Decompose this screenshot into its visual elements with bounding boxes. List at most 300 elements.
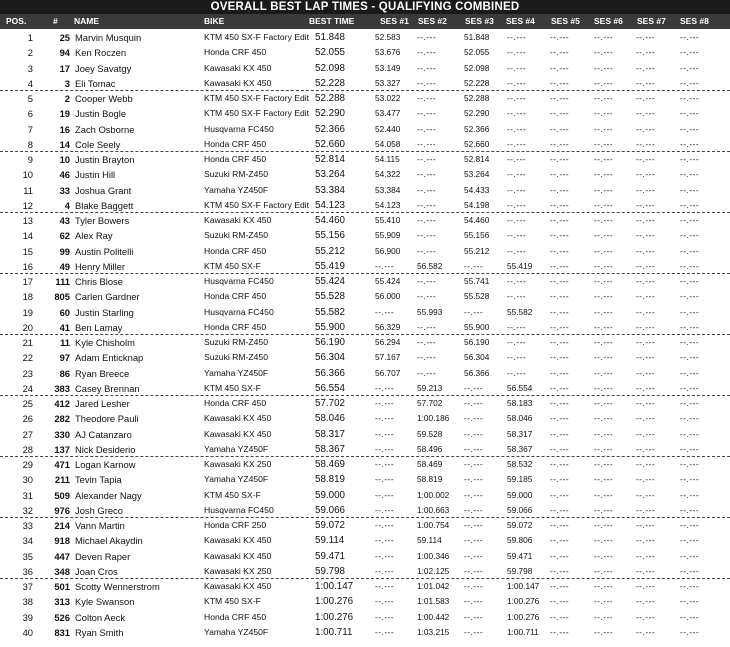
session-8-cell: --.--- (680, 306, 700, 317)
position-cell: 33 (22, 520, 33, 531)
rider-name-cell: AJ Catanzaro (75, 428, 132, 440)
rider-number-cell: 526 (54, 611, 70, 623)
session-6-cell: --.--- (594, 428, 614, 439)
table-row (0, 167, 730, 182)
session-5-cell: --.--- (550, 352, 570, 363)
best-time-cell: 1:00.711 (315, 626, 353, 638)
bike-cell: Honda CRF 450 (204, 398, 267, 408)
session-2-cell: --.--- (417, 169, 437, 180)
session-7-cell: --.--- (636, 215, 656, 225)
session-1-cell: 56.000 (375, 291, 401, 302)
column-header-name: NAME (74, 16, 100, 26)
session-3-cell: --.--- (464, 306, 484, 317)
session-8-cell: --.--- (680, 535, 700, 546)
position-cell: 29 (22, 459, 33, 470)
session-5-cell: --.--- (550, 215, 570, 225)
session-1-cell: --.--- (375, 474, 395, 485)
rider-number-cell: 94 (59, 47, 70, 59)
session-6-cell: --.--- (594, 337, 614, 347)
session-2-cell: --.--- (417, 352, 437, 363)
session-4-cell: --.--- (507, 184, 527, 195)
rider-number-cell: 17 (59, 62, 70, 74)
bike-cell: Suzuki RM-Z450 (204, 230, 268, 241)
session-8-cell: --.--- (680, 230, 700, 241)
rider-number-cell: 412 (54, 398, 70, 409)
session-2-cell: --.--- (417, 77, 437, 88)
session-8-cell: --.--- (680, 32, 700, 42)
session-8-cell: --.--- (680, 352, 700, 363)
best-time-cell: 56.304 (315, 352, 345, 364)
session-2-cell: 1:01.583 (417, 596, 450, 607)
session-1-cell: 52.440 (375, 123, 401, 134)
table-row (0, 106, 730, 121)
session-1-cell: --.--- (375, 260, 395, 271)
session-6-cell: --.--- (594, 245, 614, 256)
session-7-cell: --.--- (636, 138, 656, 149)
session-4-cell: --.--- (507, 367, 527, 378)
session-1-cell: --.--- (375, 504, 395, 515)
session-6-cell: --.--- (594, 169, 614, 180)
session-7-cell: --.--- (636, 47, 656, 58)
position-cell: 10 (22, 169, 33, 181)
session-6-cell: --.--- (594, 47, 614, 58)
bike-cell: Husqvarna FC450 (204, 504, 274, 515)
rider-number-cell: 330 (54, 428, 70, 440)
session-1-cell: --.--- (375, 489, 395, 500)
session-7-cell: --.--- (636, 291, 656, 302)
rider-name-cell: Joey Savatgy (75, 62, 132, 74)
best-time-cell: 51.848 (315, 32, 345, 43)
session-4-cell: 58.367 (507, 443, 533, 454)
session-1-cell: 53.022 (375, 93, 401, 103)
session-1-cell: 55.909 (375, 230, 401, 241)
session-5-cell: --.--- (550, 260, 570, 271)
session-8-cell: --.--- (680, 154, 700, 164)
column-header-ses-5: SES #5 (551, 16, 580, 26)
bike-cell: Husqvarna FC450 (204, 306, 274, 317)
best-time-cell: 56.366 (315, 367, 345, 379)
rider-name-cell: Blake Baggett (75, 199, 134, 211)
session-5-cell: --.--- (550, 321, 570, 332)
session-4-cell: --.--- (507, 77, 527, 88)
rider-name-cell: Jared Lesher (75, 398, 130, 409)
session-6-cell: --.--- (594, 504, 614, 515)
table-row (0, 381, 730, 396)
session-3-cell: 55.156 (464, 230, 490, 241)
rider-number-cell: 111 (55, 276, 70, 287)
rider-number-cell: 383 (54, 382, 70, 394)
session-6-cell: --.--- (594, 520, 614, 530)
session-3-cell: 56.190 (464, 337, 490, 347)
session-1-cell: --.--- (375, 428, 395, 439)
session-1-cell: --.--- (375, 459, 395, 469)
table-row (0, 122, 730, 137)
rider-name-cell: Joan Cros (75, 565, 118, 577)
best-time-cell: 58.317 (315, 428, 345, 440)
position-cell: 18 (22, 291, 33, 303)
bike-cell: Kawasaki KX 450 (204, 550, 272, 561)
session-5-cell: --.--- (550, 398, 570, 408)
position-cell: 24 (22, 382, 33, 394)
bike-cell: Honda CRF 450 (204, 154, 267, 164)
position-cell: 8 (27, 138, 33, 150)
session-2-cell: 1:00.002 (417, 489, 450, 500)
session-8-cell: --.--- (680, 47, 700, 58)
session-6-cell: --.--- (594, 123, 614, 134)
rider-name-cell: Scotty Wennerstrom (75, 581, 160, 592)
rider-number-cell: 501 (54, 581, 70, 592)
session-1-cell: 57.167 (375, 352, 401, 363)
session-1-cell: --.--- (375, 443, 395, 454)
rider-number-cell: 3 (64, 77, 70, 89)
rider-name-cell: Justin Bogle (75, 108, 127, 120)
table-row (0, 45, 730, 60)
session-1-cell: 54.322 (375, 169, 401, 180)
rider-number-cell: 509 (54, 489, 70, 501)
session-4-cell: 58.317 (507, 428, 533, 439)
column-header-row (0, 14, 730, 29)
session-3-cell: 52.288 (464, 93, 490, 103)
bike-cell: Husqvarna FC450 (204, 276, 274, 286)
session-7-cell: --.--- (636, 199, 656, 210)
rider-name-cell: Alexander Nagy (75, 489, 142, 501)
table-row (0, 488, 730, 503)
session-8-cell: --.--- (680, 443, 700, 454)
session-1-cell: 56.707 (375, 367, 401, 378)
session-7-cell: --.--- (636, 413, 656, 424)
session-4-cell: 55.582 (507, 306, 533, 317)
session-7-cell: --.--- (636, 337, 656, 347)
session-1-cell: --.--- (375, 520, 395, 530)
rider-name-cell: Nick Desiderio (75, 443, 136, 455)
session-6-cell: --.--- (594, 474, 614, 485)
table-row (0, 244, 730, 259)
session-7-cell: --.--- (636, 550, 656, 561)
rider-number-cell: 43 (59, 215, 70, 226)
session-4-cell: 55.419 (507, 260, 533, 271)
session-5-cell: --.--- (550, 62, 570, 73)
session-7-cell: --.--- (636, 428, 656, 439)
session-1-cell: 53.149 (375, 62, 401, 73)
session-3-cell: --.--- (464, 565, 484, 576)
session-5-cell: --.--- (550, 504, 570, 515)
session-6-cell: --.--- (594, 184, 614, 195)
session-5-cell: --.--- (550, 626, 570, 637)
session-8-cell: --.--- (680, 565, 700, 576)
position-cell: 32 (22, 504, 33, 516)
session-2-cell: 55.993 (417, 306, 443, 317)
rider-name-cell: Kyle Swanson (75, 596, 135, 608)
session-8-cell: --.--- (680, 321, 700, 332)
session-8-cell: --.--- (680, 291, 700, 302)
session-3-cell: 52.228 (464, 77, 490, 88)
table-row (0, 610, 730, 625)
table-row (0, 472, 730, 487)
position-cell: 26 (22, 413, 33, 425)
position-cell: 40 (22, 626, 33, 638)
session-8-cell: --.--- (680, 169, 700, 180)
session-8-cell: --.--- (680, 428, 700, 439)
position-cell: 1 (27, 32, 33, 43)
session-5-cell: --.--- (550, 291, 570, 302)
rider-name-cell: Theodore Pauli (75, 413, 139, 425)
position-cell: 16 (22, 260, 33, 272)
table-row (0, 366, 730, 381)
rider-name-cell: Adam Enticknap (75, 352, 144, 364)
session-5-cell: --.--- (550, 535, 570, 546)
rider-number-cell: 86 (59, 367, 70, 379)
session-4-cell: --.--- (507, 108, 527, 119)
bike-cell: KTM 450 SX-F Factory Edit (204, 108, 310, 119)
session-3-cell: 54.460 (464, 215, 490, 225)
session-6-cell: --.--- (594, 443, 614, 454)
session-5-cell: --.--- (550, 565, 570, 576)
session-4-cell: --.--- (507, 352, 527, 363)
session-4-cell: 1:00.276 (507, 611, 540, 622)
column-header-ses-7: SES #7 (637, 16, 666, 26)
rider-name-cell: Ben Lamay (75, 321, 123, 333)
session-4-cell: --.--- (507, 321, 527, 332)
rider-name-cell: Justin Brayton (75, 154, 135, 165)
session-2-cell: --.--- (417, 199, 437, 210)
session-8-cell: --.--- (680, 199, 700, 210)
position-cell: 22 (22, 352, 33, 364)
session-4-cell: 59.000 (507, 489, 533, 500)
column-header-best: BEST TIME (309, 16, 355, 26)
position-cell: 12 (22, 199, 33, 211)
position-cell: 5 (27, 93, 33, 104)
session-3-cell: --.--- (464, 550, 484, 561)
table-row (0, 350, 730, 365)
session-4-cell: --.--- (507, 123, 527, 134)
best-time-cell: 56.554 (315, 382, 345, 394)
session-8-cell: --.--- (680, 474, 700, 485)
session-6-cell: --.--- (594, 291, 614, 302)
session-7-cell: --.--- (636, 398, 656, 408)
table-row (0, 396, 730, 411)
session-2-cell: --.--- (417, 215, 437, 225)
best-time-cell: 57.702 (315, 398, 345, 409)
session-4-cell: --.--- (507, 32, 527, 42)
bike-cell: Yamaha YZ450F (204, 367, 269, 378)
best-time-cell: 52.814 (315, 154, 345, 165)
session-5-cell: --.--- (550, 520, 570, 530)
best-time-cell: 1:00.276 (315, 596, 354, 608)
page-title: OVERALL BEST LAP TIMES - QUALIFYING COMBINED (0, 0, 730, 14)
session-3-cell: --.--- (464, 504, 484, 515)
session-3-cell: 51.848 (464, 32, 490, 42)
bike-cell: Honda CRF 450 (204, 291, 267, 302)
session-6-cell: --.--- (594, 565, 614, 576)
session-7-cell: --.--- (636, 474, 656, 485)
session-3-cell: 53.264 (464, 169, 490, 180)
session-8-cell: --.--- (680, 550, 700, 561)
session-4-cell: --.--- (507, 337, 527, 347)
session-8-cell: --.--- (680, 245, 700, 256)
best-time-cell: 52.228 (315, 77, 345, 89)
session-4-cell: --.--- (507, 154, 527, 164)
best-time-cell: 58.367 (315, 443, 345, 455)
session-7-cell: --.--- (636, 276, 656, 286)
column-header-ses-4: SES #4 (506, 16, 535, 26)
session-4-cell: --.--- (507, 169, 527, 180)
session-7-cell: --.--- (636, 184, 656, 195)
session-1-cell: 56.294 (375, 337, 401, 347)
session-1-cell: --.--- (375, 306, 395, 317)
session-6-cell: --.--- (594, 321, 614, 332)
bike-cell: KTM 450 SX-F Factory Edit (204, 199, 310, 210)
bike-cell: Kawasaki KX 450 (204, 77, 272, 88)
session-8-cell: --.--- (680, 520, 700, 530)
session-6-cell: --.--- (594, 611, 614, 622)
session-5-cell: --.--- (550, 32, 570, 42)
session-5-cell: --.--- (550, 581, 570, 591)
position-cell: 27 (22, 428, 33, 440)
session-1-cell: --.--- (375, 550, 395, 561)
session-2-cell: 58.469 (417, 459, 443, 469)
best-time-cell: 56.190 (315, 337, 345, 348)
bike-cell: Honda CRF 450 (204, 47, 267, 58)
rider-number-cell: 41 (59, 321, 70, 333)
bike-cell: Yamaha YZ450F (204, 443, 269, 454)
session-3-cell: --.--- (464, 626, 484, 637)
session-2-cell: 59.528 (417, 428, 443, 439)
session-3-cell: --.--- (464, 443, 484, 454)
session-7-cell: --.--- (636, 169, 656, 180)
session-8-cell: --.--- (680, 260, 700, 271)
table-row (0, 183, 730, 198)
bike-cell: Kawasaki KX 450 (204, 581, 272, 591)
session-7-cell: --.--- (636, 123, 656, 134)
session-6-cell: --.--- (594, 260, 614, 271)
rider-name-cell: Cole Seely (75, 138, 121, 150)
session-7-cell: --.--- (636, 596, 656, 607)
session-5-cell: --.--- (550, 138, 570, 149)
session-7-cell: --.--- (636, 108, 656, 119)
rider-number-cell: 25 (59, 32, 70, 43)
session-5-cell: --.--- (550, 154, 570, 164)
position-cell: 7 (27, 123, 33, 135)
bike-cell: Suzuki RM-Z450 (204, 169, 268, 180)
session-7-cell: --.--- (636, 504, 656, 515)
best-time-cell: 58.819 (315, 474, 345, 486)
best-time-cell: 1:00.147 (315, 581, 354, 592)
session-1-cell: 53.327 (375, 77, 401, 88)
session-3-cell: --.--- (464, 489, 484, 500)
session-5-cell: --.--- (550, 230, 570, 241)
session-6-cell: --.--- (594, 535, 614, 546)
rider-number-cell: 214 (54, 520, 70, 531)
table-row (0, 91, 730, 106)
session-4-cell: 59.185 (507, 474, 533, 485)
session-7-cell: --.--- (636, 245, 656, 256)
rider-name-cell: Cooper Webb (75, 93, 133, 104)
session-8-cell: --.--- (680, 108, 700, 119)
best-time-cell: 55.582 (315, 306, 345, 318)
column-header-num: # (53, 16, 58, 26)
rider-name-cell: Michael Akaydin (75, 535, 143, 547)
session-3-cell: --.--- (464, 260, 484, 271)
rider-number-cell: 46 (59, 169, 70, 181)
session-7-cell: --.--- (636, 367, 656, 378)
best-time-cell: 52.366 (315, 123, 345, 135)
best-time-cell: 1:00.276 (315, 611, 354, 623)
rider-name-cell: Justin Hill (75, 169, 116, 181)
session-1-cell: --.--- (375, 413, 395, 424)
session-8-cell: --.--- (680, 413, 700, 424)
session-8-cell: --.--- (680, 215, 700, 225)
session-8-cell: --.--- (680, 184, 700, 195)
bike-cell: Honda CRF 250 (204, 520, 267, 530)
session-7-cell: --.--- (636, 321, 656, 332)
table-row (0, 137, 730, 152)
best-time-cell: 52.098 (315, 62, 345, 74)
bike-cell: KTM 450 SX-F (204, 596, 261, 607)
position-cell: 9 (27, 154, 33, 165)
session-3-cell: 52.098 (464, 62, 490, 73)
session-3-cell: 55.212 (464, 245, 490, 256)
session-4-cell: --.--- (507, 245, 527, 256)
session-1-cell: 56.329 (375, 321, 401, 332)
session-3-cell: 56.304 (464, 352, 490, 363)
best-time-cell: 54.123 (315, 199, 345, 211)
session-2-cell: 1:01.042 (417, 581, 450, 591)
session-6-cell: --.--- (594, 138, 614, 149)
session-6-cell: --.--- (594, 413, 614, 424)
rider-name-cell: Josh Greco (75, 504, 123, 516)
session-4-cell: --.--- (507, 215, 527, 225)
rider-number-cell: 14 (59, 138, 70, 150)
session-2-cell: --.--- (417, 138, 437, 149)
best-time-cell: 55.528 (315, 291, 345, 303)
session-3-cell: --.--- (464, 428, 484, 439)
session-4-cell: --.--- (507, 199, 527, 210)
best-time-cell: 59.000 (315, 489, 345, 501)
position-cell: 31 (22, 489, 33, 501)
best-time-cell: 58.046 (315, 413, 345, 425)
session-7-cell: --.--- (636, 306, 656, 317)
best-time-cell: 53.384 (315, 184, 345, 196)
session-3-cell: 52.055 (464, 47, 490, 58)
session-5-cell: --.--- (550, 550, 570, 561)
position-cell: 39 (22, 611, 33, 623)
rider-number-cell: 137 (54, 443, 70, 455)
session-6-cell: --.--- (594, 32, 614, 42)
session-2-cell: --.--- (417, 321, 437, 332)
table-row (0, 579, 730, 594)
position-cell: 30 (22, 474, 33, 486)
table-row (0, 76, 730, 91)
session-6-cell: --.--- (594, 367, 614, 378)
session-4-cell: 56.554 (507, 382, 533, 393)
rider-number-cell: 19 (59, 108, 70, 120)
session-5-cell: --.--- (550, 276, 570, 286)
rider-number-cell: 11 (60, 337, 70, 348)
session-2-cell: --.--- (417, 276, 437, 286)
session-5-cell: --.--- (550, 596, 570, 607)
session-6-cell: --.--- (594, 199, 614, 210)
session-6-cell: --.--- (594, 596, 614, 607)
table-row (0, 564, 730, 579)
session-4-cell: --.--- (507, 93, 527, 103)
session-4-cell: 59.471 (507, 550, 533, 561)
session-4-cell: 58.183 (507, 398, 533, 408)
session-4-cell: 1:00.276 (507, 596, 540, 607)
table-row (0, 289, 730, 304)
table-row (0, 228, 730, 243)
best-time-cell: 55.424 (315, 276, 345, 287)
session-3-cell: --.--- (464, 413, 484, 424)
